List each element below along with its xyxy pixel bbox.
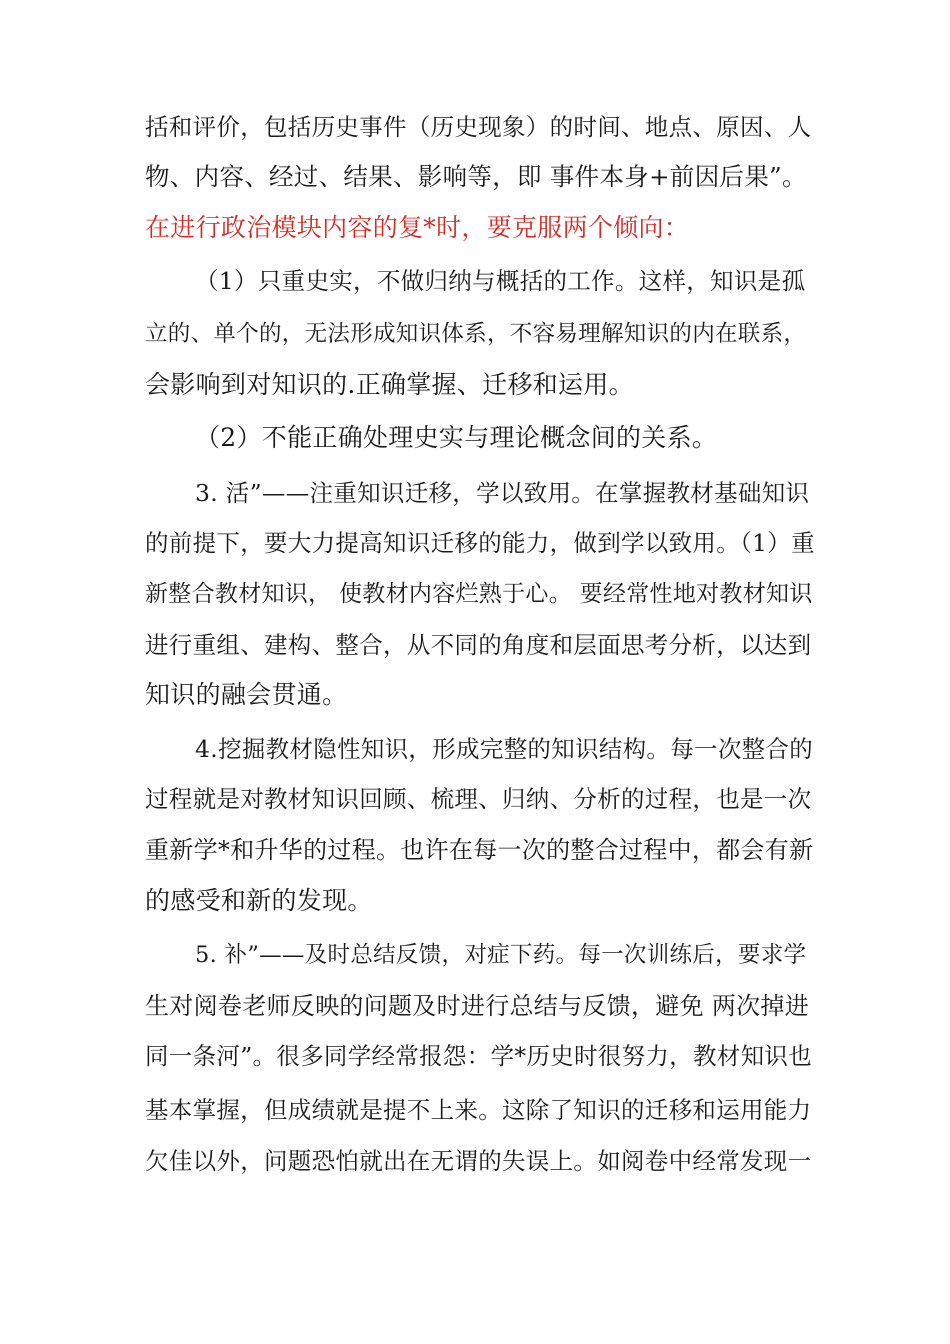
text-line: 新整合教材知识， 使教材内容烂熟于心。 要经常性地对教材知识 xyxy=(145,581,813,607)
text-line: 同一条河”。很多同学经常报怨：学*历史时很努力，教材知识也 xyxy=(145,1042,812,1070)
text-line: 物、内容、经过、结果、影响等，即 事件本身+前因后果”。 xyxy=(145,162,807,191)
text-line: 会影响到对知识的.正确掌握、迁移和运用。 xyxy=(145,370,634,399)
text-line: 的前提下，要大力提高知识迁移的能力，做到学以致用。（1）重 xyxy=(145,529,815,557)
text-line: （1）只重史实，不做归纳与概括的工作。这样，知识是孤 xyxy=(195,267,806,295)
text-line: 3. 活”——注重知识迁移，学以致用。在掌握教材基础知识 xyxy=(195,479,810,507)
text-line: （2）不能正确处理史实与理论概念间的关系。 xyxy=(195,423,718,452)
text-line: 4.挖掘教材隐性知识，形成完整的知识结构。每一次整合的 xyxy=(195,735,814,763)
highlighted-heading: 在进行政治模块内容的复*时，要克服两个倾向： xyxy=(145,213,690,242)
text-line: 欠佳以外，问题恐怕就出在无谓的失误上。如阅卷中经常发现一 xyxy=(145,1147,812,1175)
text-line: 立的、单个的，无法形成知识体系，不容易理解知识的内在联系， xyxy=(145,321,807,347)
text-line: 知识的融会贯通。 xyxy=(145,680,348,709)
text-line: 括和评价，包括历史事件（历史现象）的时间、地点、原因、人 xyxy=(145,113,812,141)
text-line: 进行重组、建构、整合，从不同的角度和层面思考分析，以达到 xyxy=(145,631,812,659)
text-line: 基本掌握，但成绩就是提不上来。这除了知识的迁移和运用能力 xyxy=(145,1096,812,1124)
text-line: 的感受和新的发现。 xyxy=(145,886,373,915)
text-line: 5. 补”——及时总结反馈，对症下药。每一次训练后，要求学 xyxy=(195,942,807,968)
text-line: 过程就是对教材知识回顾、梳理、归纳、分析的过程，也是一次 xyxy=(145,785,812,813)
text-line: 重新学*和升华的过程。也许在每一次的整合过程中，都会有新 xyxy=(145,836,814,864)
text-line: 生对阅卷老师反映的问题及时进行总结与反馈，避免 两次掉进 xyxy=(145,992,810,1020)
